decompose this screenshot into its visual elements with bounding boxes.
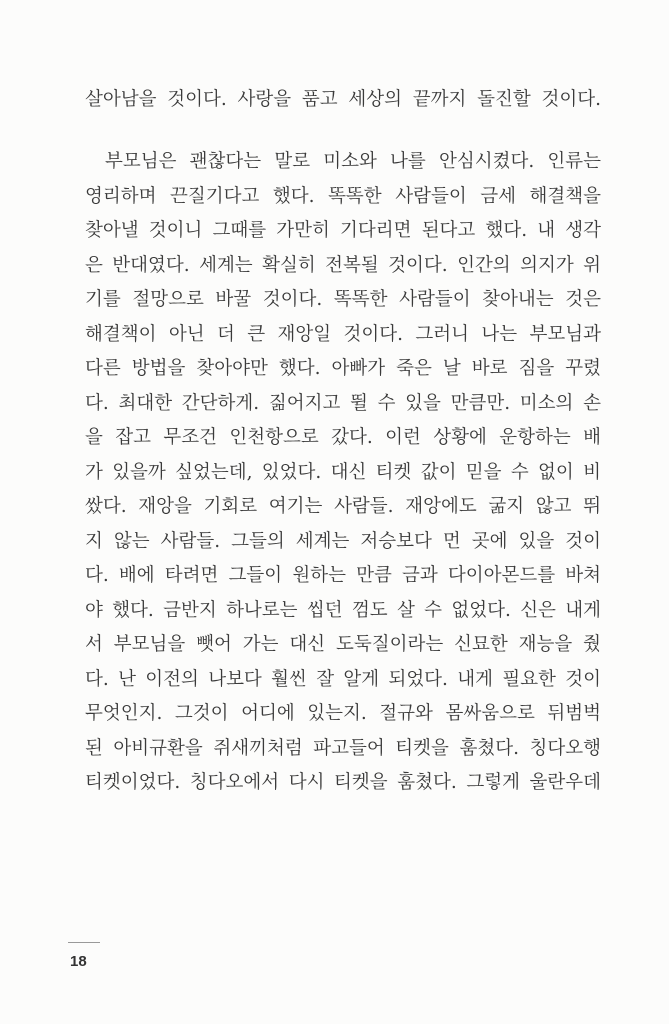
text-line: 영리하며 끈질기다고 했다. 똑똑한 사람들이 금세 해결책을 xyxy=(85,185,601,207)
footer-rule xyxy=(68,942,100,943)
text-line: 야 했다. 금반지 하나로는 씹던 껌도 살 수 없었다. 신은 내게 xyxy=(85,599,601,621)
text-line: 찾아낼 것이니 그때를 가만히 기다리면 된다고 했다. 내 생각 xyxy=(85,220,601,241)
text-line: 을 잡고 무조건 인천항으로 갔다. 이런 상황에 운항하는 배 xyxy=(85,427,601,448)
text-line: 지 않는 사람들. 그들의 세계는 저승보다 먼 곳에 있을 것이 xyxy=(85,530,601,552)
text-line: 다. 난 이전의 나보다 훨씬 잘 알게 되었다. 내게 필요한 것이 xyxy=(85,668,601,690)
text-line: 된 아비규환을 쥐새끼처럼 파고들어 티켓을 훔쳤다. 칭다오행 xyxy=(85,737,601,759)
text-line: 다. 배에 타려면 그들이 원하는 만큼 금과 다이아몬드를 바쳐 xyxy=(85,565,601,586)
text-line: 가 있을까 싶었는데, 있었다. 대신 티켓 값이 믿을 수 없이 비 xyxy=(85,461,601,483)
text-line: 서 부모님을 뺏어 가는 대신 도둑질이라는 신묘한 재능을 줬 xyxy=(85,634,601,655)
text-line: 기를 절망으로 바꿀 것이다. 똑똑한 사람들이 찾아내는 것은 xyxy=(85,289,601,310)
text-line: 해결책이 아닌 더 큰 재앙일 것이다. 그러니 나는 부모님과 xyxy=(85,323,601,345)
text-line: 은 반대였다. 세계는 확실히 전복될 것이다. 인간의 의지가 위 xyxy=(85,254,601,276)
page-number: 18 xyxy=(70,953,87,970)
text-line: 다른 방법을 찾아야만 했다. 아빠가 죽은 날 바로 짐을 꾸렸 xyxy=(85,358,601,379)
text-line: 부모님은 괜찮다는 말로 미소와 나를 안심시켰다. 인류는 xyxy=(105,151,601,172)
opening-line: 살아남을 것이다. 사랑을 품고 세상의 끝까지 돌진할 것이다. xyxy=(85,89,601,110)
text-line: 다. 최대한 간단하게. 짊어지고 뛸 수 있을 만큼만. 미소의 손 xyxy=(85,392,601,414)
text-line: 무엇인지. 그것이 어디에 있는지. 절규와 몸싸움으로 뒤범벅 xyxy=(85,703,601,724)
text-line: 티켓이었다. 칭다오에서 다시 티켓을 훔쳤다. 그렇게 울란우데 xyxy=(85,772,601,793)
text-line: 쌌다. 재앙을 기회로 여기는 사람들. 재앙에도 굶지 않고 뛰 xyxy=(85,496,601,517)
